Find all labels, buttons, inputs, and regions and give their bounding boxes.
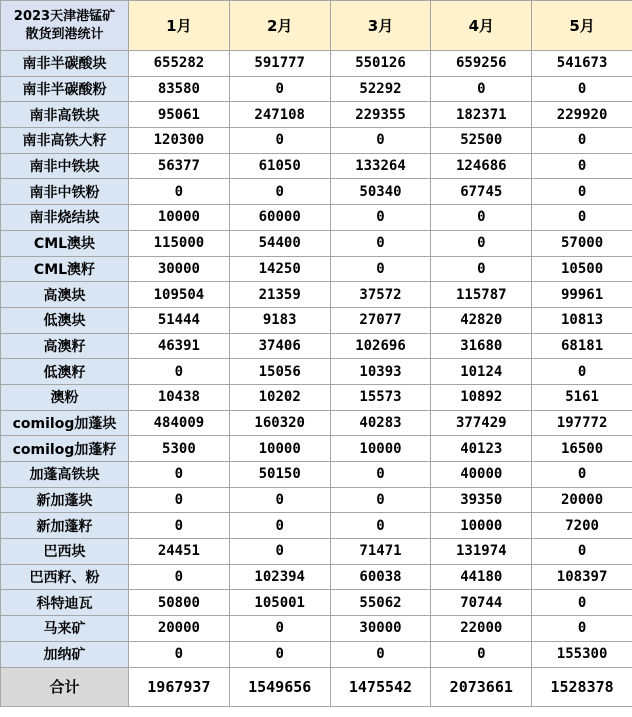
- value-cell: 50800: [129, 590, 230, 616]
- value-cell: 377429: [431, 410, 532, 436]
- value-cell: 40000: [431, 462, 532, 488]
- value-cell: 0: [532, 153, 632, 179]
- value-cell: 10438: [129, 384, 230, 410]
- ore-name-cell: 南非中铁块: [1, 153, 129, 179]
- ore-name-cell: 合计: [1, 667, 129, 706]
- value-cell: 229920: [532, 102, 632, 128]
- value-cell: 1549656: [229, 667, 330, 706]
- table-row: [1, 590, 632, 616]
- value-cell: 57000: [532, 230, 632, 256]
- value-cell: 52500: [431, 128, 532, 154]
- value-cell: 10000: [431, 513, 532, 539]
- value-cell: 115000: [129, 230, 230, 256]
- value-cell: 0: [431, 76, 532, 102]
- ore-name-cell: CML澳籽: [1, 256, 129, 282]
- value-cell: 67745: [431, 179, 532, 205]
- value-cell: 0: [229, 513, 330, 539]
- month-header: 3月: [330, 1, 431, 51]
- value-cell: 21359: [229, 282, 330, 308]
- value-cell: 0: [532, 462, 632, 488]
- value-cell: 5300: [129, 436, 230, 462]
- table-row: [1, 102, 632, 128]
- value-cell: 60038: [330, 564, 431, 590]
- table-title-cell: [1, 1, 129, 51]
- ore-name-cell: 高澳块: [1, 282, 129, 308]
- value-cell: 0: [431, 641, 532, 667]
- value-cell: 0: [229, 179, 330, 205]
- value-cell: 30000: [129, 256, 230, 282]
- value-cell: 0: [229, 76, 330, 102]
- ore-name-cell: 高澳籽: [1, 333, 129, 359]
- value-cell: 0: [330, 513, 431, 539]
- value-cell: 10892: [431, 384, 532, 410]
- month-header: 2月: [229, 1, 330, 51]
- value-cell: 0: [229, 128, 330, 154]
- value-cell: 591777: [229, 51, 330, 77]
- ore-name-cell: 南非烧结块: [1, 205, 129, 231]
- value-cell: 0: [129, 179, 230, 205]
- value-cell: 0: [229, 539, 330, 565]
- value-cell: 83580: [129, 76, 230, 102]
- value-cell: 108397: [532, 564, 632, 590]
- value-cell: 0: [532, 590, 632, 616]
- value-cell: 10393: [330, 359, 431, 385]
- value-cell: 0: [129, 564, 230, 590]
- ore-name-cell: 巴西块: [1, 539, 129, 565]
- value-cell: 160320: [229, 410, 330, 436]
- value-cell: 0: [129, 641, 230, 667]
- value-cell: 15056: [229, 359, 330, 385]
- value-cell: 44180: [431, 564, 532, 590]
- table-title-line1: 2023天津港锰矿: [13, 8, 116, 24]
- table-row: [1, 307, 632, 333]
- value-cell: 0: [431, 230, 532, 256]
- value-cell: 56377: [129, 153, 230, 179]
- value-cell: 229355: [330, 102, 431, 128]
- value-cell: 10000: [129, 205, 230, 231]
- table-row: [1, 564, 632, 590]
- value-cell: 133264: [330, 153, 431, 179]
- value-cell: 115787: [431, 282, 532, 308]
- ore-name-cell: 南非高铁块: [1, 102, 129, 128]
- table-row: [1, 256, 632, 282]
- value-cell: 0: [330, 205, 431, 231]
- value-cell: 50340: [330, 179, 431, 205]
- ore-name-cell: 巴西籽、粉: [1, 564, 129, 590]
- value-cell: 0: [532, 179, 632, 205]
- value-cell: 182371: [431, 102, 532, 128]
- table-row: [1, 333, 632, 359]
- value-cell: 20000: [129, 616, 230, 642]
- value-cell: 0: [229, 616, 330, 642]
- value-cell: 39350: [431, 487, 532, 513]
- table-row: [1, 205, 632, 231]
- value-cell: 0: [129, 513, 230, 539]
- ore-name-cell: comilog加蓬籽: [1, 436, 129, 462]
- value-cell: 27077: [330, 307, 431, 333]
- value-cell: 52292: [330, 76, 431, 102]
- value-cell: 550126: [330, 51, 431, 77]
- value-cell: 10500: [532, 256, 632, 282]
- value-cell: 0: [229, 487, 330, 513]
- value-cell: 484009: [129, 410, 230, 436]
- table-row: [1, 179, 632, 205]
- table-row: [1, 462, 632, 488]
- value-cell: 22000: [431, 616, 532, 642]
- value-cell: 0: [532, 128, 632, 154]
- value-cell: 120300: [129, 128, 230, 154]
- table-title-line2: 散货到港统计: [25, 26, 104, 42]
- value-cell: 40123: [431, 436, 532, 462]
- value-cell: 54400: [229, 230, 330, 256]
- ore-name-cell: 新加蓬籽: [1, 513, 129, 539]
- value-cell: 0: [330, 128, 431, 154]
- value-cell: 0: [229, 641, 330, 667]
- value-cell: 0: [129, 487, 230, 513]
- value-cell: 1967937: [129, 667, 230, 706]
- total-row: [1, 667, 632, 706]
- value-cell: 0: [532, 359, 632, 385]
- value-cell: 0: [532, 616, 632, 642]
- ore-name-cell: 加纳矿: [1, 641, 129, 667]
- value-cell: 71471: [330, 539, 431, 565]
- value-cell: 0: [330, 487, 431, 513]
- value-cell: 0: [330, 462, 431, 488]
- value-cell: 109504: [129, 282, 230, 308]
- table-row: [1, 359, 632, 385]
- value-cell: 30000: [330, 616, 431, 642]
- value-cell: 9183: [229, 307, 330, 333]
- value-cell: 124686: [431, 153, 532, 179]
- value-cell: 197772: [532, 410, 632, 436]
- value-cell: 40283: [330, 410, 431, 436]
- value-cell: 0: [532, 539, 632, 565]
- table-row: [1, 153, 632, 179]
- value-cell: 60000: [229, 205, 330, 231]
- value-cell: 61050: [229, 153, 330, 179]
- ore-name-cell: 加蓬高铁块: [1, 462, 129, 488]
- ore-name-cell: 南非半碳酸粉: [1, 76, 129, 102]
- ore-name-cell: 科特迪瓦: [1, 590, 129, 616]
- value-cell: 0: [532, 76, 632, 102]
- value-cell: 2073661: [431, 667, 532, 706]
- value-cell: 68181: [532, 333, 632, 359]
- value-cell: 70744: [431, 590, 532, 616]
- value-cell: 10813: [532, 307, 632, 333]
- ore-name-cell: 南非高铁大籽: [1, 128, 129, 154]
- ore-name-cell: CML澳块: [1, 230, 129, 256]
- value-cell: 1528378: [532, 667, 632, 706]
- ore-name-cell: 南非中铁粉: [1, 179, 129, 205]
- ore-name-cell: 澳粉: [1, 384, 129, 410]
- value-cell: 20000: [532, 487, 632, 513]
- month-header: 5月: [532, 1, 632, 51]
- month-header: 4月: [431, 1, 532, 51]
- value-cell: 0: [129, 359, 230, 385]
- value-cell: 16500: [532, 436, 632, 462]
- value-cell: 102696: [330, 333, 431, 359]
- ore-name-cell: 新加蓬块: [1, 487, 129, 513]
- table-row: [1, 436, 632, 462]
- table-row: [1, 76, 632, 102]
- value-cell: 659256: [431, 51, 532, 77]
- table-row: [1, 410, 632, 436]
- value-cell: 0: [129, 462, 230, 488]
- value-cell: 5161: [532, 384, 632, 410]
- table-row: [1, 616, 632, 642]
- header-row: [1, 1, 632, 51]
- value-cell: 37572: [330, 282, 431, 308]
- table-row: [1, 487, 632, 513]
- value-cell: 15573: [330, 384, 431, 410]
- value-cell: 0: [431, 205, 532, 231]
- value-cell: 55062: [330, 590, 431, 616]
- ore-name-cell: comilog加蓬块: [1, 410, 129, 436]
- ore-name-cell: 低澳块: [1, 307, 129, 333]
- value-cell: 0: [330, 256, 431, 282]
- table-row: [1, 384, 632, 410]
- value-cell: 14250: [229, 256, 330, 282]
- value-cell: 95061: [129, 102, 230, 128]
- value-cell: 10000: [229, 436, 330, 462]
- value-cell: 7200: [532, 513, 632, 539]
- value-cell: 1475542: [330, 667, 431, 706]
- value-cell: 37406: [229, 333, 330, 359]
- value-cell: 24451: [129, 539, 230, 565]
- table-row: [1, 539, 632, 565]
- value-cell: 31680: [431, 333, 532, 359]
- value-cell: 155300: [532, 641, 632, 667]
- table-row: [1, 641, 632, 667]
- value-cell: 42820: [431, 307, 532, 333]
- table-row: [1, 51, 632, 77]
- ore-name-cell: 南非半碳酸块: [1, 51, 129, 77]
- table-row: [1, 282, 632, 308]
- table-row: [1, 230, 632, 256]
- value-cell: 0: [330, 641, 431, 667]
- table-row: [1, 128, 632, 154]
- value-cell: 50150: [229, 462, 330, 488]
- value-cell: 102394: [229, 564, 330, 590]
- value-cell: 0: [431, 256, 532, 282]
- value-cell: 0: [330, 230, 431, 256]
- ore-name-cell: 低澳籽: [1, 359, 129, 385]
- ore-name-cell: 马来矿: [1, 616, 129, 642]
- value-cell: 541673: [532, 51, 632, 77]
- table-row: [1, 513, 632, 539]
- value-cell: 99961: [532, 282, 632, 308]
- value-cell: 51444: [129, 307, 230, 333]
- value-cell: 46391: [129, 333, 230, 359]
- value-cell: 10000: [330, 436, 431, 462]
- value-cell: 0: [532, 205, 632, 231]
- value-cell: 10124: [431, 359, 532, 385]
- month-header: 1月: [129, 1, 230, 51]
- value-cell: 10202: [229, 384, 330, 410]
- value-cell: 131974: [431, 539, 532, 565]
- value-cell: 247108: [229, 102, 330, 128]
- value-cell: 655282: [129, 51, 230, 77]
- value-cell: 105001: [229, 590, 330, 616]
